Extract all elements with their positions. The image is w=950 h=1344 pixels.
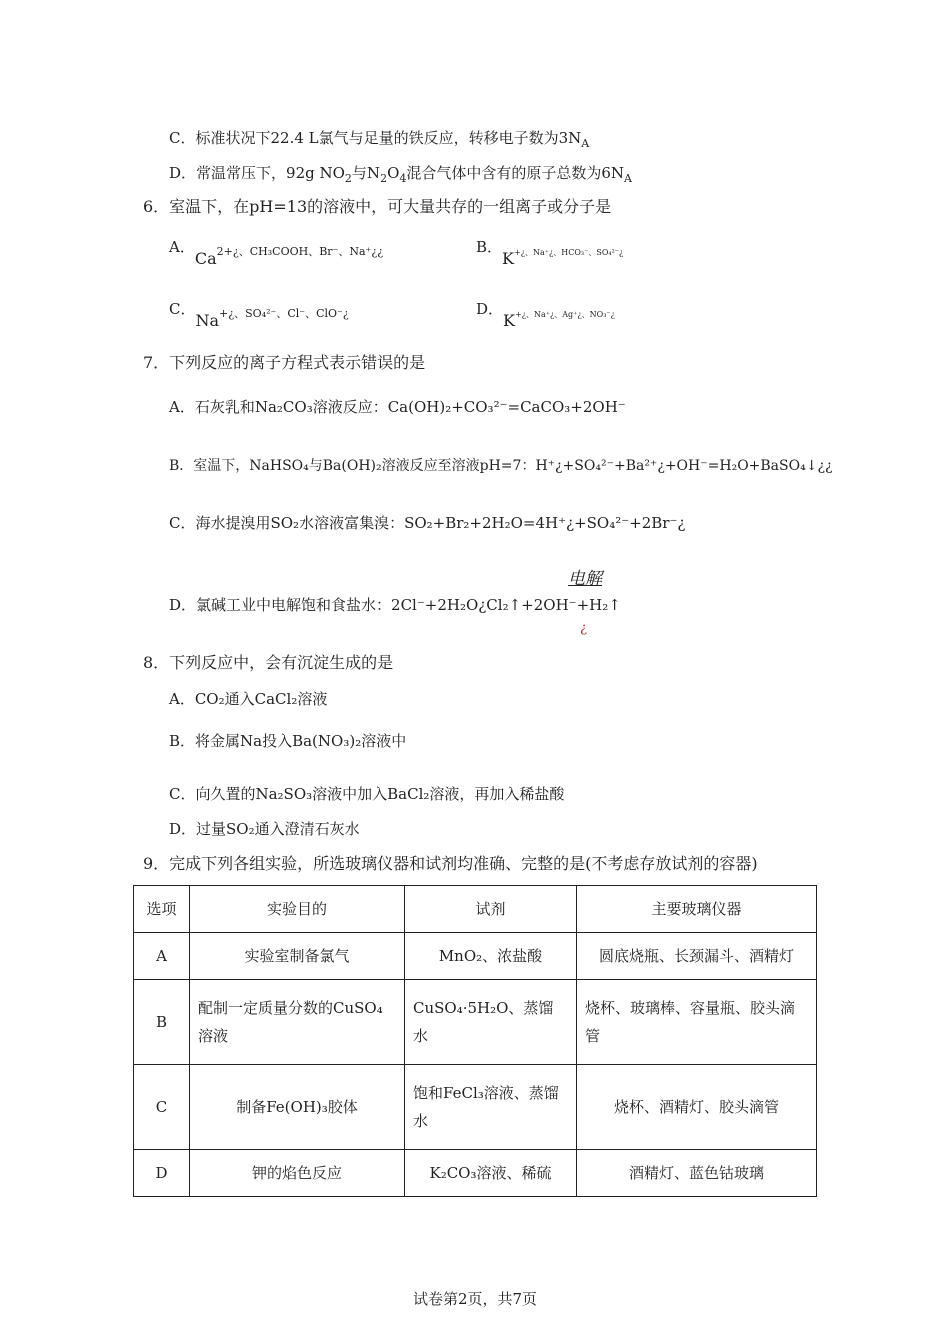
cell-glassware: 圆底烧瓶、长颈漏斗、酒精灯: [577, 933, 817, 980]
cell-option: C: [134, 1065, 190, 1150]
cell-reagent: CuSO₄·5H₂O、蒸馏水: [405, 980, 577, 1065]
q8-option-b: B．将金属Na投入Ba(NO₃)₂溶液中: [169, 732, 407, 750]
cell-reagent: K₂CO₃溶液、稀硫: [405, 1150, 577, 1197]
q7-option-a: A．石灰乳和Na₂CO₃溶液反应：Ca(OH)₂+CO₃²⁻=CaCO₃+2OH⁻: [169, 398, 626, 416]
cell-option: D: [134, 1150, 190, 1197]
q6-b-label: B．: [476, 238, 503, 256]
q8-option-a: A．CO₂通入CaCl₂溶液: [169, 690, 328, 708]
q5-option-c-sub: A: [581, 137, 590, 150]
q6-c-small: +¿、SO₄²⁻、Cl⁻、ClO⁻¿: [219, 307, 349, 320]
q5-d-pre: D．常温常压下，92g NO: [169, 164, 345, 182]
cell-option: A: [134, 933, 190, 980]
cell-glassware: 烧杯、酒精灯、胶头滴管: [577, 1065, 817, 1150]
q5-d-sub5: 4: [399, 172, 407, 185]
q7-option-d: D．氯碱工业中电解饱和食盐水：2Cl⁻+2H₂O¿Cl₂↑+2OH⁻+H₂↑: [169, 596, 621, 614]
table-row: [134, 1150, 817, 1197]
q5-d-sub: A: [624, 172, 632, 185]
q7-option-b: B．室温下，NaHSO₄与Ba(OH)₂溶液反应至溶液pH=7：H⁺¿+SO₄²⁻+Ba²⁺¿+OH⁻=H₂O+BaSO₄↓¿¿: [169, 458, 833, 474]
q5-option-c-text: C．标准状况下22.4 L氯气与足量的铁反应，转移电子数为3N: [169, 129, 582, 147]
q6-c-label: C．: [169, 300, 196, 318]
cell-purpose: 配制一定质量分数的CuSO₄溶液: [190, 980, 405, 1065]
header-option: 选项: [134, 886, 190, 933]
q6-d-small: +¿、Na⁺¿、Ag⁺¿、NO₃⁻¿: [514, 310, 615, 319]
cell-purpose: 实验室制备氯气: [190, 933, 405, 980]
q5-d-post: 混合气体中含有的原子总数为6N: [406, 164, 625, 182]
cell-option: B: [134, 980, 190, 1065]
q9-table: [133, 885, 817, 1197]
header-reagent: 试剂: [405, 886, 577, 933]
q6-d-label: D．: [476, 300, 504, 318]
q7-option-c: C．海水提溴用SO₂水溶液富集溴：SO₂+Br₂+2H₂O=4H⁺¿+SO₄²⁻+2Br⁻¿: [169, 514, 686, 532]
q8-option-d: D．过量SO₂通入澄清石灰水: [169, 820, 360, 838]
q7-stem: 7．下列反应的离子方程式表示错误的是: [143, 353, 426, 372]
cell-reagent: 饱和FeCl₃溶液、蒸馏水: [405, 1065, 577, 1150]
q7-d-electrolysis-label: 电解: [568, 569, 602, 589]
q6-option-a: [169, 236, 384, 268]
q8-option-c: C．向久置的Na₂SO₃溶液中加入BaCl₂溶液，再加入稀盐酸: [169, 785, 565, 803]
cell-glassware: 烧杯、玻璃棒、容量瓶、胶头滴管: [577, 980, 817, 1065]
q6-d-main: K: [503, 311, 515, 330]
table-row: [134, 933, 817, 980]
q9-stem: 9．完成下列各组实验，所选玻璃仪器和试剂均准确、完整的是(不考虑存放试剂的容器): [143, 854, 758, 873]
cell-purpose: 制备Fe(OH)₃胶体: [190, 1065, 405, 1150]
q5-d-mid4: O: [387, 164, 400, 182]
q8-stem: 8．下列反应中，会有沉淀生成的是: [143, 653, 394, 672]
cell-glassware: 酒精灯、蓝色钴玻璃: [577, 1150, 817, 1197]
q6-a-main: Ca: [194, 249, 217, 268]
q7-d-bottom-mark: ¿: [580, 621, 587, 636]
q5-d-sub3: 2: [380, 172, 388, 185]
cell-purpose: 钾的焰色反应: [190, 1150, 405, 1197]
table-row: [134, 980, 817, 1065]
q5-d-mid2: 与N: [351, 164, 381, 182]
header-purpose: 实验目的: [190, 886, 405, 933]
q6-b-small: +¿、Na⁺¿、HCO₃⁻、SO₄²⁻¿: [513, 248, 624, 257]
q5-option-c: [169, 127, 589, 155]
q6-a-small: 2+¿、CH₃COOH、Br⁻、Na⁺¿¿: [216, 245, 384, 258]
q5-option-d: [169, 162, 632, 190]
q6-b-main: K: [502, 249, 514, 268]
header-glassware: 主要玻璃仪器: [577, 886, 817, 933]
q6-option-b: [476, 236, 624, 268]
table-row: [134, 1065, 817, 1150]
table-header-row: [134, 886, 817, 933]
q6-a-label: A．: [169, 238, 195, 256]
page-footer: 试卷第2页，共7页: [412, 1290, 538, 1308]
q6-option-d: [476, 298, 615, 330]
q6-c-main: Na: [195, 311, 220, 330]
q6-option-c: [169, 298, 349, 330]
q5-d-sub1: 2: [344, 172, 352, 185]
q6-stem: 6．室温下，在pH=13的溶液中，可大量共存的一组离子或分子是: [143, 197, 612, 216]
cell-reagent: MnO₂、浓盐酸: [405, 933, 577, 980]
